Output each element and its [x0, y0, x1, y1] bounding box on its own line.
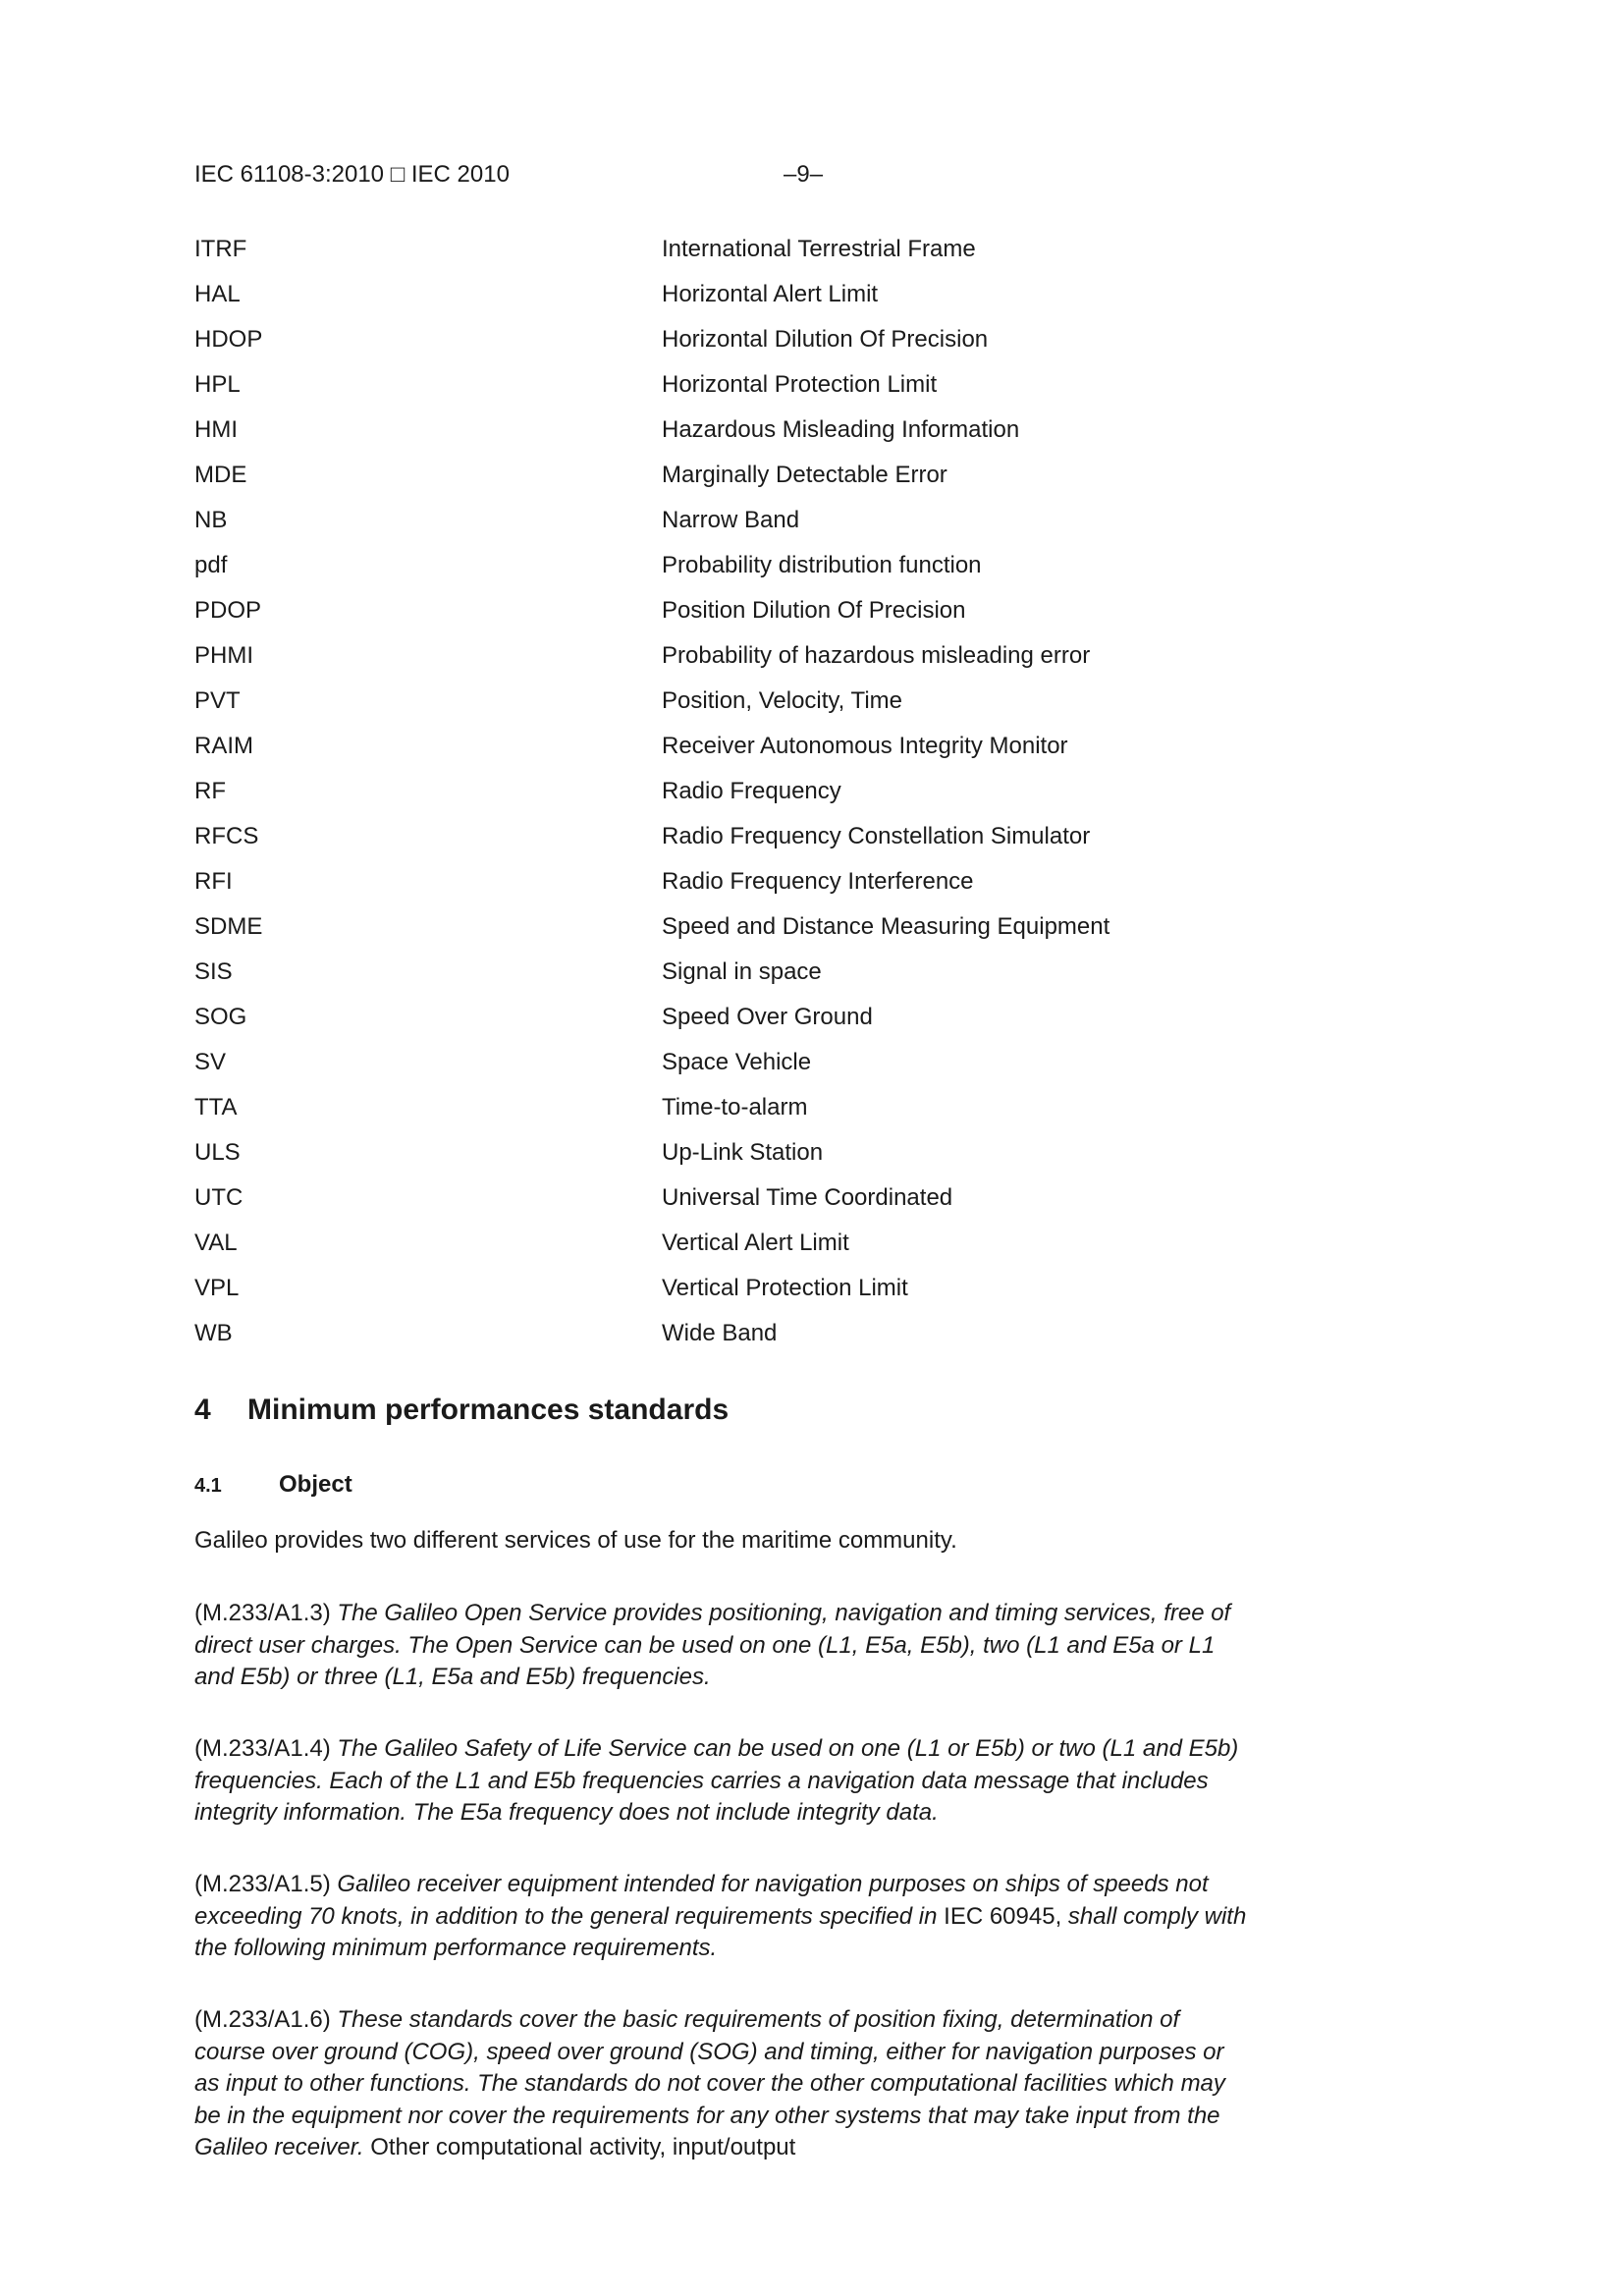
abbreviation-term: HMI: [194, 416, 238, 443]
standard-reference: IEC 60945,: [944, 1902, 1062, 1930]
abbreviation-term: RFCS: [194, 823, 259, 849]
abbreviation-term: RAIM: [194, 733, 253, 759]
abbreviation-term: VPL: [194, 1275, 240, 1301]
section-title: Minimum performances standards: [247, 1394, 730, 1426]
paragraph-a1-4: [194, 1733, 1255, 1830]
abbreviation-definition: Signal in space: [662, 958, 822, 985]
abbreviation-row: [194, 913, 1432, 958]
abbreviation-row: [194, 236, 1432, 281]
paragraph-a1-6: [194, 2004, 1255, 2164]
abbreviation-definition: Wide Band: [662, 1320, 778, 1346]
subsection-heading: [194, 1471, 352, 1499]
abbreviation-term: pdf: [194, 552, 228, 578]
abbreviation-row: [194, 1139, 1432, 1184]
abbreviation-definition: Horizontal Protection Limit: [662, 371, 938, 398]
abbreviation-definition: Receiver Autonomous Integrity Monitor: [662, 733, 1068, 759]
abbreviation-definition: Time-to-alarm: [662, 1094, 808, 1121]
abbreviation-row: [194, 552, 1432, 597]
abbreviation-row: [194, 1275, 1432, 1320]
section-heading: [194, 1394, 729, 1427]
abbreviation-row: [194, 733, 1432, 778]
abbreviation-definition: Hazardous Misleading Information: [662, 416, 1020, 443]
abbreviation-term: HDOP: [194, 326, 263, 353]
abbreviation-term: RFI: [194, 868, 233, 895]
abbreviation-row: [194, 868, 1432, 913]
abbreviation-definition: Speed Over Ground: [662, 1004, 873, 1030]
abbreviation-definition: Universal Time Coordinated: [662, 1184, 953, 1211]
abbreviation-term: UTC: [194, 1184, 243, 1211]
abbreviation-row: [194, 778, 1432, 823]
reference-a1-3: (M.233/A1.3): [194, 1600, 331, 1626]
abbreviation-term: TTA: [194, 1094, 238, 1121]
text-a1-6-a: These standards cover the basic requirements of position fixing, determination of course over ground (COG), speed over ground (SOG) and timing, either for navigation purposes or as input to other functions. The standards do not cover the other computational facilities which may be in the equipment nor cover the requirements for any other systems that may take input from the Galileo receiver.: [194, 2006, 1225, 2160]
abbreviation-definition: Position Dilution Of Precision: [662, 597, 966, 624]
abbreviation-definition: International Terrestrial Frame: [662, 236, 976, 262]
abbreviation-term: VAL: [194, 1230, 238, 1256]
abbreviation-term: NB: [194, 507, 228, 533]
abbreviation-term: SOG: [194, 1004, 247, 1030]
text-a1-3: The Galileo Open Service provides positioning, navigation and timing services, free of direct user charges. The Open Service can be used on one (L1, E5a, E5b), two (L1 and E5a or L1 and E5b) or three (L1, E5a and E5b) frequencies.: [194, 1600, 1231, 1690]
abbreviation-row: [194, 281, 1432, 326]
abbreviation-term: PDOP: [194, 597, 262, 624]
abbreviation-definition: Vertical Protection Limit: [662, 1275, 908, 1301]
abbreviation-row: [194, 1094, 1432, 1139]
abbreviation-row: [194, 326, 1432, 371]
abbreviation-term: SIS: [194, 958, 233, 985]
abbreviation-term: ITRF: [194, 236, 247, 262]
section-number: 4: [194, 1394, 211, 1426]
abbreviation-definition: Radio Frequency: [662, 778, 841, 804]
abbreviation-term: MDE: [194, 462, 247, 488]
subsection-number: 4.1: [194, 1475, 222, 1497]
reference-a1-6: (M.233/A1.6): [194, 2006, 331, 2033]
abbreviation-row: [194, 1004, 1432, 1049]
abbreviation-row: [194, 958, 1432, 1004]
abbreviation-row: [194, 1184, 1432, 1230]
page-header: [194, 161, 1432, 192]
abbreviation-term: SV: [194, 1049, 227, 1075]
abbreviation-definition: Probability distribution function: [662, 552, 982, 578]
page-number: –9–: [784, 161, 824, 188]
abbreviation-row: [194, 1049, 1432, 1094]
abbreviation-row: [194, 1320, 1432, 1365]
abbreviation-row: [194, 416, 1432, 462]
abbreviation-definition: Up-Link Station: [662, 1139, 824, 1166]
abbreviation-definition: Radio Frequency Interference: [662, 868, 974, 895]
reference-a1-4: (M.233/A1.4): [194, 1735, 331, 1762]
abbreviation-definition: Narrow Band: [662, 507, 800, 533]
intro-text: Galileo provides two different services of use for the maritime community.: [194, 1527, 957, 1554]
abbreviation-term: PVT: [194, 687, 241, 714]
paragraph-a1-5: [194, 1869, 1255, 1965]
abbreviation-definition: Marginally Detectable Error: [662, 462, 947, 488]
abbreviation-row: [194, 462, 1432, 507]
abbreviation-row: [194, 823, 1432, 868]
abbreviation-term: RF: [194, 778, 226, 804]
abbreviation-definition: Position, Velocity, Time: [662, 687, 902, 714]
abbreviation-definition: Radio Frequency Constellation Simulator: [662, 823, 1091, 849]
text-a1-4: The Galileo Safety of Life Service can be used on one (L1 or E5b) or two (L1 and E5b) frequencies. Each of the L1 and E5b frequencies carries a navigation data message that includes integrity information. The E5a frequency does not include integrity data.: [194, 1735, 1239, 1826]
text-a1-5-b: shall comply with the following minimum performance requirements.: [194, 1902, 1247, 1961]
abbreviation-row: [194, 371, 1432, 416]
abbreviation-definition: Vertical Alert Limit: [662, 1230, 849, 1256]
abbreviation-term: WB: [194, 1320, 233, 1346]
intro-paragraph: [194, 1525, 1255, 1558]
abbreviation-row: [194, 642, 1432, 687]
abbreviation-definition: Horizontal Alert Limit: [662, 281, 879, 307]
subsection-title: Object: [279, 1471, 352, 1498]
text-a1-6-b: Other computational activity, input/output: [370, 2134, 796, 2160]
text-a1-5-a: Galileo receiver equipment intended for navigation purposes on ships of speeds not exceeding 70 knots, in addition to the general requirements specified in: [194, 1871, 1209, 1930]
abbreviation-term: HPL: [194, 371, 241, 398]
abbreviation-definition: Horizontal Dilution Of Precision: [662, 326, 989, 353]
abbreviation-term: SDME: [194, 913, 263, 940]
abbreviation-definition: Probability of hazardous misleading error: [662, 642, 1091, 669]
abbreviation-definition: Speed and Distance Measuring Equipment: [662, 913, 1110, 940]
abbreviation-term: PHMI: [194, 642, 253, 669]
reference-a1-5: (M.233/A1.5): [194, 1871, 331, 1897]
abbreviation-term: HAL: [194, 281, 241, 307]
abbreviation-row: [194, 1230, 1432, 1275]
abbreviation-definition: Space Vehicle: [662, 1049, 812, 1075]
abbreviation-list: [194, 236, 1432, 1365]
abbreviation-row: [194, 507, 1432, 552]
abbreviation-row: [194, 687, 1432, 733]
document-id: IEC 61108-3:2010 □ IEC 2010: [194, 161, 510, 188]
abbreviation-row: [194, 597, 1432, 642]
paragraph-a1-3: [194, 1598, 1255, 1694]
abbreviation-term: ULS: [194, 1139, 241, 1166]
